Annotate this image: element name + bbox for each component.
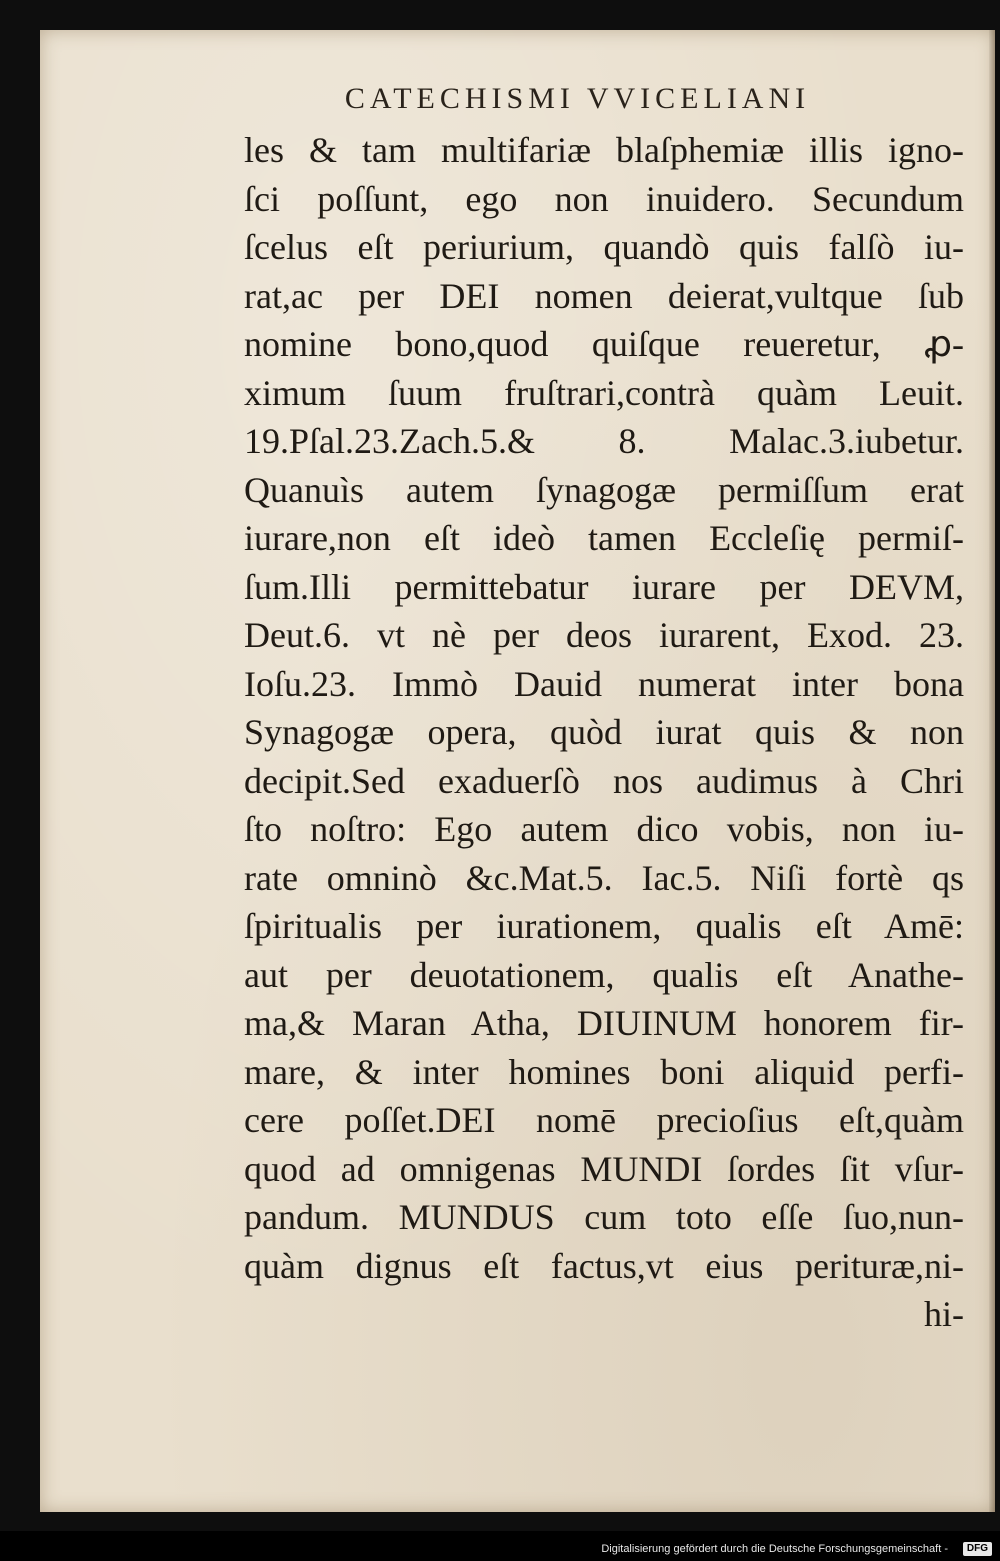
text-line: iurare,non eſt ideò tamen Eccleſię permiſ- — [244, 518, 964, 558]
text-line: Quanuìs autem ſynagogæ permiſſum erat — [244, 469, 964, 510]
text-line: quod ad omnigenas MUNDI ſordes ſit vſur- — [244, 1148, 964, 1189]
catchword: hi- — [924, 1294, 964, 1334]
text-line: 19.Pſal.23.Zach.5.& 8. Malac.3.iubetur. — [244, 421, 964, 461]
running-head: CATECHISMI VVICELIANI — [344, 82, 811, 115]
text-line: rate omninò &c.Mat.5. Iac.5. Niſi fortè qs — [244, 857, 964, 898]
book-page — [40, 30, 995, 1512]
text-line: ma,& Maran Atha, DIUINUM honorem fir- — [244, 1003, 964, 1043]
text-line: ſcelus eſt periurium, quandò quis falſò iu- — [244, 227, 964, 267]
text-line: ſto noſtro: Ego autem dico vobis, non iu- — [244, 809, 964, 849]
text-line: ſum.Illi permittebatur iurare per DEVM, — [244, 566, 964, 607]
text-line: quàm dignus eſt factus,vt eius perituræ,ni- — [244, 1245, 964, 1286]
text-line: aut per deuotationem, qualis eſt Anathe- — [244, 954, 964, 995]
page-edge-shadow — [989, 30, 995, 1512]
text-line: ſci poſſunt, ego non inuidero. Secundum — [244, 178, 964, 219]
funding-notice: Digitalisierung gefördert durch die Deutsche Forschungsgemeinschaft - — [601, 1543, 948, 1555]
text-line: Synagogæ opera, quòd iurat quis & non — [244, 712, 964, 752]
text-block — [244, 126, 964, 1339]
text-line: rat,ac per DEI nomen deierat,vultque ſub — [244, 275, 964, 316]
text-line: mare, & inter homines boni aliquid perfi- — [244, 1051, 964, 1092]
dfg-logo-icon: DFG — [963, 1542, 992, 1556]
text-line: les & tam multifariæ blaſphemiæ illis igno- — [244, 130, 964, 170]
text-line: Deut.6. vt nè per deos iurarent, Exod. 23. — [244, 615, 964, 655]
text-line: Ioſu.23. Immò Dauid numerat inter bona — [244, 663, 964, 704]
text-line: pandum. MUNDUS cum toto eſſe ſuo,nun- — [244, 1197, 964, 1237]
text-line: ximum ſuum fruſtrari,contrà quàm Leuit. — [244, 372, 964, 413]
footer-bar — [0, 1531, 1000, 1561]
text-line: ſpiritualis per iurationem, qualis eſt Amē: — [244, 906, 964, 946]
text-line: decipit.Sed exaduerſò nos audimus à Chri — [244, 760, 964, 801]
text-line: cere poſſet.DEI nomē precioſius eſt,quàm — [244, 1100, 964, 1140]
text-line: nomine bono,quod quiſque reueretur, ꝓ- — [244, 324, 964, 364]
